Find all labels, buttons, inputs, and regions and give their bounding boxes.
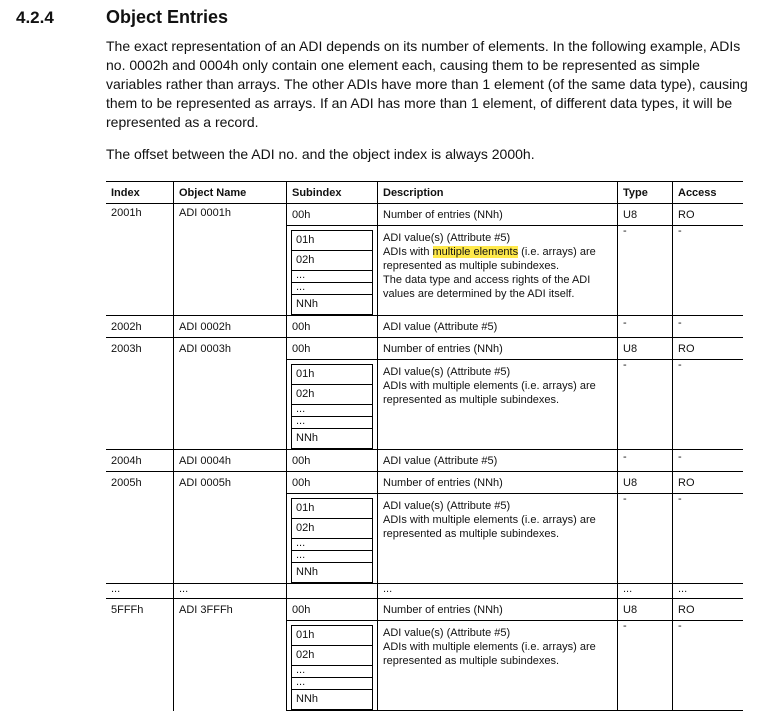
header-subindex: Subindex xyxy=(292,187,342,199)
subindex-list xyxy=(291,364,373,449)
row-index: 2004h xyxy=(111,455,142,467)
subindex-dots: ... xyxy=(291,550,373,562)
section-title: Object Entries xyxy=(106,7,229,27)
row-object-name: ADI 3FFFh xyxy=(179,604,233,616)
subindex-dots: ... xyxy=(291,270,373,282)
table-row xyxy=(106,584,743,599)
table-row xyxy=(106,450,743,472)
row-object-name: ... xyxy=(179,583,189,595)
subindex-list xyxy=(291,230,373,315)
row-access: - xyxy=(678,225,682,237)
row-type: - xyxy=(623,620,627,632)
header-object-name: Object Name xyxy=(179,187,247,199)
row-index: ... xyxy=(111,583,121,595)
row-access: RO xyxy=(678,604,695,616)
subindex-nn: NNh xyxy=(291,428,373,449)
subindex-02: 02h xyxy=(291,518,373,538)
subindex-dots: ... xyxy=(291,665,373,677)
row-description: Number of entries (NNh) xyxy=(383,209,503,221)
row-access: RO xyxy=(678,477,695,489)
row-type: - xyxy=(623,317,627,329)
subindex-dots: ... xyxy=(291,677,373,689)
row-description: ADI value(s) (Attribute #5) xyxy=(383,500,511,512)
intro-paragraph: The exact representation of an ADI depends on its number of elements. In the following example, ADIs no. 0002h and 0004h only contain one element each, causing them to be represented as simple variables rather than arrays. The other ADIs have more than 1 element (of the same data type), causing them to be represented as arrays. If an ADI has more than 1 element, of different data types, it will be represented as a record. xyxy=(106,38,748,130)
subindex-nn: NNh xyxy=(291,689,373,710)
row-type: U8 xyxy=(623,343,638,355)
row-type: - xyxy=(623,225,627,237)
header-access: Access xyxy=(678,187,717,199)
row-index: 5FFFh xyxy=(111,604,144,616)
row-description: ADI value(s) (Attribute #5) xyxy=(383,366,511,378)
row-subindex: 00h xyxy=(292,455,311,467)
subindex-list xyxy=(291,498,373,583)
table-row xyxy=(106,599,743,621)
subindex-01: 01h xyxy=(291,625,373,645)
row-access: - xyxy=(678,451,682,463)
row-description-note: ADIs with multiple elements (i.e. arrays) are represented as multiple subindexes. xyxy=(383,246,596,272)
subindex-01: 01h xyxy=(291,230,373,250)
header-type: Type xyxy=(623,187,648,199)
row-description: ... xyxy=(383,583,393,595)
subindex-02: 02h xyxy=(291,645,373,665)
header-index: Index xyxy=(111,187,140,199)
object-entries-table xyxy=(106,181,743,711)
row-access: ... xyxy=(678,583,688,595)
row-subindex: 00h xyxy=(292,321,311,333)
table-header-row xyxy=(106,182,743,204)
subindex-02: 02h xyxy=(291,250,373,270)
row-description: ADI value(s) (Attribute #5) xyxy=(383,232,511,244)
row-object-name: ADI 0002h xyxy=(179,321,231,333)
row-description: Number of entries (NNh) xyxy=(383,343,503,355)
row-type: - xyxy=(623,493,627,505)
subindex-dots: ... xyxy=(291,416,373,428)
subindex-dots: ... xyxy=(291,538,373,550)
row-type: U8 xyxy=(623,209,638,221)
row-type: U8 xyxy=(623,604,638,616)
subindex-dots: ... xyxy=(291,404,373,416)
subindex-nn: NNh xyxy=(291,562,373,583)
row-object-name: ADI 0003h xyxy=(179,343,231,355)
row-type: U8 xyxy=(623,477,638,489)
row-description-note: ADIs with multiple elements (i.e. arrays) are represented as multiple subindexes. xyxy=(383,514,596,540)
row-access: RO xyxy=(678,209,695,221)
offset-paragraph: The offset between the ADI no. and the object index is always 2000h. xyxy=(106,146,535,162)
row-access: - xyxy=(678,317,682,329)
row-description-note: ADIs with multiple elements (i.e. arrays) are represented as multiple subindexes. xyxy=(383,641,596,667)
highlight: multiple elements xyxy=(432,246,519,258)
table-row xyxy=(106,204,743,226)
row-object-name: ADI 0004h xyxy=(179,455,231,467)
subindex-01: 01h xyxy=(291,364,373,384)
row-description: ADI value (Attribute #5) xyxy=(383,455,498,467)
row-description: Number of entries (NNh) xyxy=(383,477,503,489)
row-access: - xyxy=(678,620,682,632)
row-index: 2005h xyxy=(111,477,142,489)
row-subindex: 00h xyxy=(292,343,311,355)
table-row xyxy=(106,316,743,338)
subindex-dots: ... xyxy=(291,282,373,294)
row-subindex: 00h xyxy=(292,477,311,489)
row-object-name: ADI 0005h xyxy=(179,477,231,489)
row-index: 2003h xyxy=(111,343,142,355)
header-description: Description xyxy=(383,187,444,199)
row-access: - xyxy=(678,493,682,505)
row-type: - xyxy=(623,359,627,371)
row-description: ADI value(s) (Attribute #5) xyxy=(383,627,511,639)
row-description-note: ADIs with multiple elements (i.e. arrays) are represented as multiple subindexes. xyxy=(383,380,596,406)
row-type: ... xyxy=(623,583,633,595)
subindex-01: 01h xyxy=(291,498,373,518)
row-index: 2002h xyxy=(111,321,142,333)
row-type: - xyxy=(623,451,627,463)
row-description-note: The data type and access rights of the ADI values are determined by the ADI itself. xyxy=(383,274,591,300)
row-description: Number of entries (NNh) xyxy=(383,604,503,616)
row-subindex: 00h xyxy=(292,209,311,221)
row-index: 2001h xyxy=(111,207,142,219)
table-row xyxy=(106,472,743,494)
section-number: 4.2.4 xyxy=(16,8,54,27)
row-access: RO xyxy=(678,343,695,355)
table-row xyxy=(106,338,743,360)
subindex-nn: NNh xyxy=(291,294,373,315)
row-description: ADI value (Attribute #5) xyxy=(383,321,498,333)
subindex-list xyxy=(291,625,373,710)
row-object-name: ADI 0001h xyxy=(179,207,231,219)
row-access: - xyxy=(678,359,682,371)
subindex-02: 02h xyxy=(291,384,373,404)
row-subindex: 00h xyxy=(292,604,311,616)
